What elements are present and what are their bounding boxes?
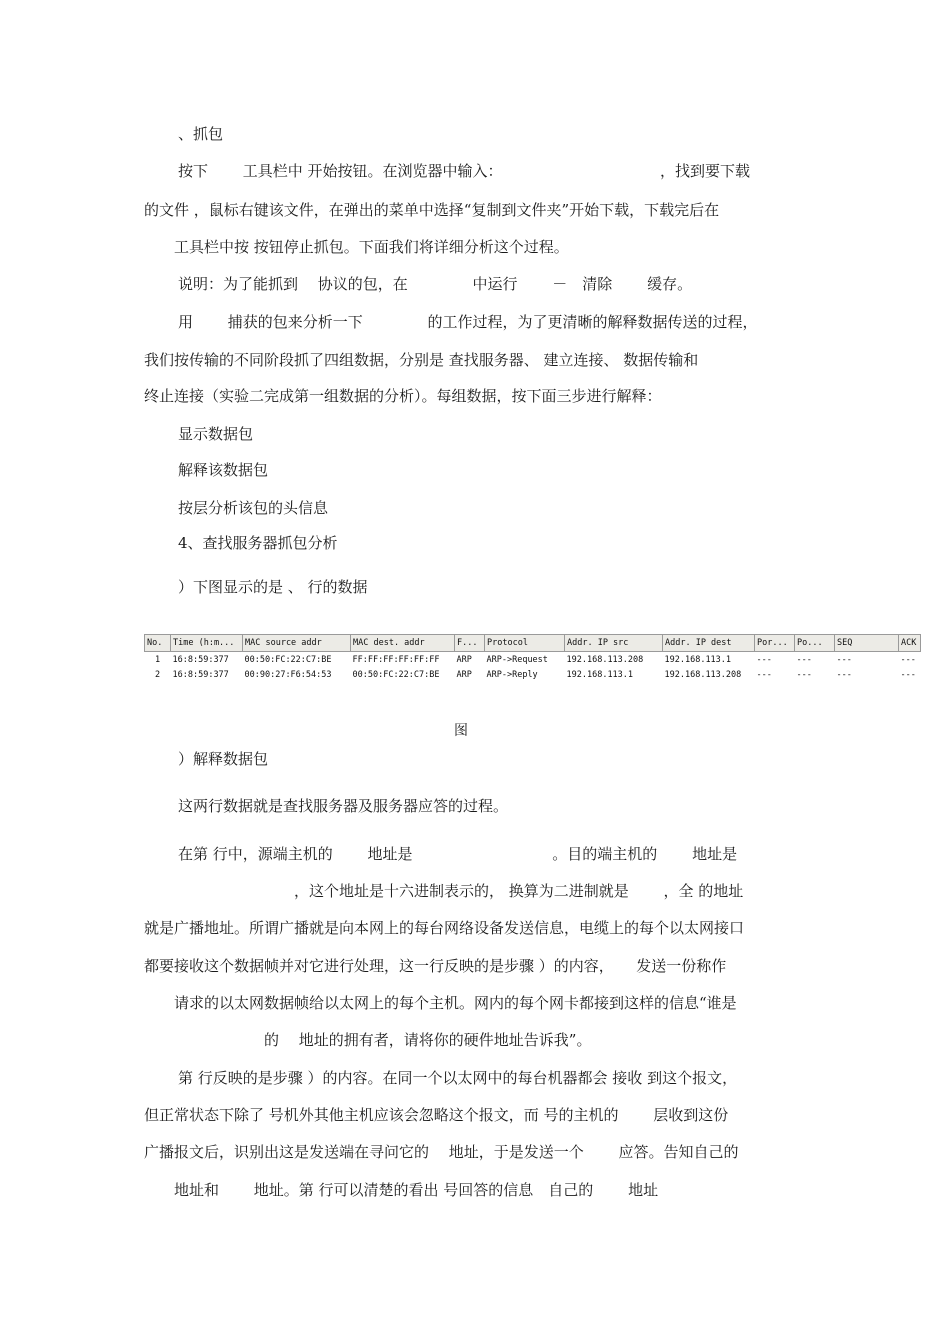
col-header[interactable]: ACK — [899, 635, 921, 652]
text-line: ）解释数据包 — [178, 750, 269, 768]
text-line: 这两行数据就是查找服务器及服务器应答的过程。 — [178, 797, 509, 815]
col-header[interactable]: F... — [455, 635, 485, 652]
col-header[interactable]: Protocol — [485, 635, 565, 652]
table-cell: ARP — [456, 654, 472, 665]
text-line: 显示数据包 — [178, 425, 254, 443]
table-header-row — [145, 635, 921, 652]
text-line: 4、查找服务器抓包分析 — [178, 534, 338, 552]
table-cell: 00:50:FC:22:C7:BE — [352, 669, 440, 680]
table-cell: 2 — [154, 669, 161, 680]
text-line: 的文件 ，鼠标右键该文件，在弹出的菜单中选择“复制到文件夹”开始下载，下载完后在 — [144, 201, 720, 219]
text-line: 解释该数据包 — [178, 461, 269, 479]
table-cell: 192.168.113.208 — [664, 669, 742, 680]
text-line: 终止连接（实验二完成第一组数据的分析）。每组数据，按下面三步进行解释： — [144, 387, 662, 405]
col-header[interactable]: Addr. IP dest — [663, 635, 755, 652]
text-line: 地址和 地址。第 行可以清楚的看出 号回答的信息 自己的 地址 — [144, 1181, 659, 1199]
text-line: ）下图显示的是 、 行的数据 — [178, 578, 368, 596]
col-header[interactable]: MAC dest. addr — [351, 635, 455, 652]
text-line: 广播报文后，识别出这是发送端在寻问它的 地址，于是发送一个 应答。告知自己的 — [144, 1143, 739, 1161]
col-header[interactable]: Time (h:m... — [171, 635, 243, 652]
table-cell: ARP->Reply — [486, 669, 538, 680]
text-line: 在第 行中，源端主机的 地址是 。目的端主机的 地址是 — [178, 845, 738, 863]
text-line: ，这个地址是十六进制表示的， 换算为二进制就是 ，全 的地址 — [144, 882, 744, 900]
table-cell: --- — [796, 654, 812, 665]
table-cell: --- — [756, 669, 772, 680]
table-cell: --- — [796, 669, 812, 680]
table-cell: --- — [900, 654, 916, 665]
table-cell: --- — [836, 654, 852, 665]
col-header[interactable]: No. — [145, 635, 171, 652]
text-line: 、抓包 — [178, 125, 224, 143]
text-line: 工具栏中按 按钮停止抓包。下面我们将详细分析这个过程。 — [144, 238, 569, 256]
table-row[interactable] — [145, 652, 921, 668]
table-cell: --- — [836, 669, 852, 680]
table-cell: ARP — [456, 669, 472, 680]
text-line: 用 捕获的包来分析一下 的工作过程，为了更清晰的解释数据传送的过程， — [178, 313, 758, 331]
col-header[interactable]: Por... — [755, 635, 795, 652]
col-header[interactable]: Po... — [795, 635, 835, 652]
text-line: 第 行反映的是步骤 ）的内容。在同一个以太网中的每台机器都会 接收 到这个报文， — [178, 1069, 738, 1087]
table-cell: --- — [756, 654, 772, 665]
table-cell: 192.168.113.1 — [566, 669, 634, 680]
table-cell: 192.168.113.208 — [566, 654, 644, 665]
table-cell: ARP->Request — [486, 654, 548, 665]
text-line: 的 地址的拥有者，请将你的硬件地址告诉我”。 — [144, 1031, 592, 1049]
text-line: 请求的以太网数据帧给以太网上的每个主机。网内的每个网卡都接到这样的信息“谁是 — [144, 994, 737, 1012]
table-cell: 16:8:59:377 — [172, 669, 229, 680]
col-header[interactable]: Addr. IP src — [565, 635, 663, 652]
table-cell: 192.168.113.1 — [664, 654, 732, 665]
text-line: 我们按传输的不同阶段抓了四组数据，分别是 查找服务器、 建立连接、 数据传输和 — [144, 351, 699, 369]
packet-capture-table — [144, 634, 921, 682]
table-cell: FF:FF:FF:FF:FF:FF — [352, 654, 440, 665]
text-line: 就是广播地址。所谓广播就是向本网上的每台网络设备发送信息，电缆上的每个以太网接口 — [144, 919, 745, 937]
figure-caption: 图 — [454, 723, 468, 739]
table-cell: 00:50:FC:22:C7:BE — [244, 654, 332, 665]
text-line: 说明：为了能抓到 协议的包，在 中运行 － 清除 缓存。 — [178, 275, 693, 293]
col-header[interactable]: SEQ — [835, 635, 899, 652]
table-row[interactable] — [145, 667, 921, 682]
table-cell: 16:8:59:377 — [172, 654, 229, 665]
table-cell: --- — [900, 669, 916, 680]
table-cell: 00:90:27:F6:54:53 — [244, 669, 332, 680]
text-line: 都要接收这个数据帧并对它进行处理，这一行反映的是步骤 ）的内容， 发送一份称作 — [144, 957, 727, 975]
text-line: 按层分析该包的头信息 — [178, 499, 329, 517]
col-header[interactable]: MAC source addr — [243, 635, 351, 652]
table-cell: 1 — [154, 654, 161, 665]
text-line: 但正常状态下除了 号机外其他主机应该会忽略这个报文，而 号的主机的 层收到这份 — [144, 1106, 729, 1124]
text-line: 按下 工具栏中 开始按钮。在浏览器中输入： ，找到要下载 — [178, 162, 751, 180]
